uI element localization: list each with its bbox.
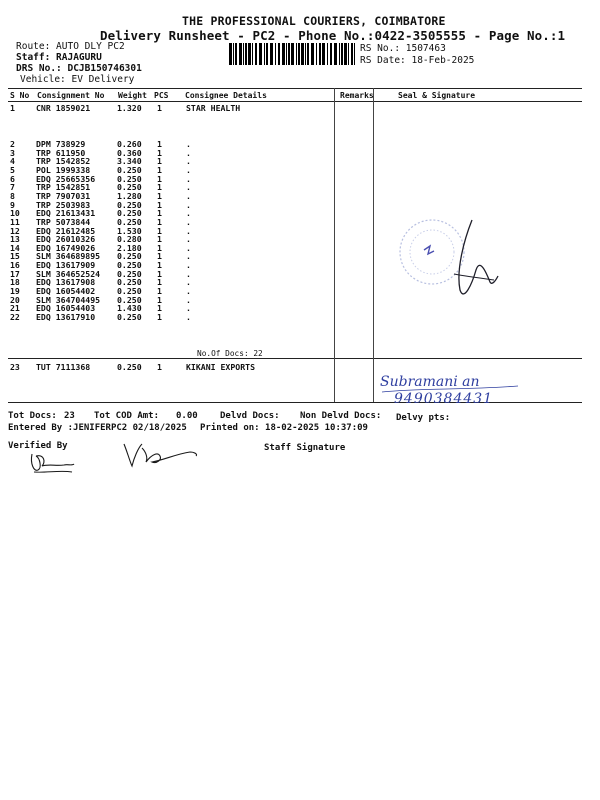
- delivery-stamp: [394, 210, 504, 320]
- barcode-bar: [243, 43, 244, 65]
- barcode-bar: [330, 43, 332, 65]
- consignment-cell: TRP 1542851: [36, 182, 91, 193]
- barcode-bar: [259, 43, 262, 65]
- consignment-cell: SLM 364689895: [36, 251, 101, 262]
- consignee-cell: .: [186, 147, 191, 158]
- pcs-cell: 1: [157, 312, 162, 322]
- pcs-cell: 1: [157, 208, 162, 219]
- rs-date: RS Date: 18-Feb-2025: [360, 55, 475, 66]
- barcode-bar: [248, 43, 251, 65]
- barcode-bar: [341, 43, 343, 65]
- consignee-cell: .: [186, 225, 191, 236]
- staff-label: Staff: RAJAGURU: [16, 52, 102, 63]
- sno-cell: 15: [10, 251, 20, 262]
- barcode: [229, 43, 355, 65]
- barcode-bar: [316, 43, 317, 65]
- consignment-cell: TRP 611950: [36, 147, 86, 158]
- barcode-bar: [348, 43, 349, 65]
- consignee-cell: .: [186, 303, 191, 314]
- consignee-cell: .: [186, 234, 191, 245]
- sno-cell: 1: [10, 103, 15, 113]
- barcode-bar: [344, 43, 347, 65]
- consignment-cell: TUT 7111368: [36, 362, 91, 372]
- table-row: [10, 260, 340, 269]
- consignment-cell: EDQ 16054402: [36, 286, 96, 297]
- consignment-cell: EDQ 13617908: [36, 277, 96, 288]
- entered-by: Entered By :JENIFERPC2 02/18/2025: [8, 423, 187, 433]
- table-header-rule: [8, 101, 582, 102]
- table-row: [10, 251, 340, 260]
- sno-cell: 14: [10, 242, 20, 253]
- weight-cell: 0.250: [117, 182, 142, 193]
- staff-signature-label: Staff Signature: [264, 443, 346, 453]
- pcs-cell: 1: [157, 164, 162, 175]
- sno-cell: 22: [10, 312, 20, 322]
- pcs-cell: 1: [157, 260, 162, 271]
- table-row: [10, 174, 340, 183]
- weight-cell: 0.250: [117, 277, 142, 288]
- pcs-cell: 1: [157, 182, 162, 193]
- consignment-cell: DPM 738929: [36, 139, 86, 149]
- barcode-bar: [298, 43, 300, 65]
- barcode-bar: [288, 43, 290, 65]
- consignee-cell: .: [186, 242, 191, 253]
- pcs-cell: 1: [157, 303, 162, 314]
- consignee-cell: .: [186, 139, 191, 149]
- sno-cell: 21: [10, 303, 20, 314]
- weight-cell: 0.250: [117, 312, 142, 322]
- weight-cell: 1.320: [117, 103, 142, 113]
- weight-cell: 1.430: [117, 303, 142, 314]
- pcs-cell: 1: [157, 216, 162, 227]
- barcode-bar: [282, 43, 285, 65]
- barcode-bar: [264, 43, 265, 65]
- weight-cell: 0.250: [117, 199, 142, 210]
- consignee-cell: .: [186, 251, 191, 262]
- barcode-bar: [270, 43, 273, 65]
- table-row: [10, 208, 340, 217]
- consignment-cell: EDQ 13617909: [36, 260, 96, 271]
- barcode-bar: [322, 43, 325, 65]
- pcs-cell: 1: [157, 294, 162, 305]
- weight-cell: 0.250: [117, 216, 142, 227]
- consignee-cell: .: [186, 286, 191, 297]
- weight-cell: 0.360: [117, 147, 142, 158]
- consignee-cell: .: [186, 260, 191, 271]
- pcs-cell: 1: [157, 173, 162, 184]
- no-of-docs: No.Of Docs: 22: [197, 349, 263, 358]
- table-row: [10, 234, 340, 243]
- sno-cell: 13: [10, 234, 20, 245]
- drs-number: DRS No.: DCJB150746301: [16, 63, 142, 74]
- pcs-cell: 1: [157, 190, 162, 201]
- col-sno: S No: [10, 91, 30, 100]
- consignment-cell: EDQ 21612485: [36, 225, 96, 236]
- consignment-cell: TRP 7907031: [36, 190, 91, 201]
- pcs-cell: 1: [157, 234, 162, 245]
- barcode-bar: [327, 43, 328, 65]
- table-row: [10, 226, 340, 235]
- sno-cell: 19: [10, 286, 20, 297]
- barcode-bar: [275, 43, 276, 65]
- handwritten-phone: 9490384431: [394, 391, 494, 407]
- barcode-bar: [239, 43, 242, 65]
- sno-cell: 4: [10, 156, 15, 167]
- consignee-cell: .: [186, 312, 191, 322]
- staff-signature: [120, 440, 200, 470]
- pcs-cell: 1: [157, 139, 162, 149]
- barcode-bar: [307, 43, 309, 65]
- consignment-cell: EDQ 13617910: [36, 312, 96, 322]
- sno-cell: 7: [10, 182, 15, 193]
- weight-cell: 3.340: [117, 156, 142, 167]
- tot-docs-value: 23: [64, 411, 75, 421]
- weight-cell: 2.180: [117, 242, 142, 253]
- tot-cod-value: 0.00: [176, 411, 198, 421]
- sno-cell: 17: [10, 268, 20, 279]
- runsheet-subtitle: Delivery Runsheet - PC2 - Phone No.:0422-3505555 - Page No.:1: [100, 28, 566, 43]
- consignee-cell: .: [186, 190, 191, 201]
- table-row: [10, 303, 340, 312]
- sno-cell: 20: [10, 294, 20, 305]
- consignee-cell: .: [186, 216, 191, 227]
- consignee-cell: .: [186, 173, 191, 184]
- consignment-cell: POL 1999338: [36, 164, 91, 175]
- consignee-cell: .: [186, 208, 191, 219]
- sno-cell: 18: [10, 277, 20, 288]
- weight-cell: 0.250: [117, 164, 142, 175]
- barcode-bar: [286, 43, 287, 65]
- barcode-bar: [305, 43, 306, 65]
- tot-docs-label: Tot Docs:: [8, 411, 57, 421]
- pcs-cell: 1: [157, 156, 162, 167]
- col-pcs: PCS: [154, 91, 169, 100]
- consignee-cell: .: [186, 294, 191, 305]
- pcs-cell: 1: [157, 199, 162, 210]
- table-row: [10, 286, 340, 295]
- consignment-cell: TRP 5073844: [36, 216, 91, 227]
- table-top-rule: [8, 88, 582, 89]
- weight-cell: 0.250: [117, 251, 142, 262]
- sno-cell: 8: [10, 190, 15, 201]
- table-row: [10, 148, 340, 157]
- delvy-pts-label: Delvy pts:: [396, 413, 451, 423]
- route-label: Route: AUTO DLY PC2: [16, 41, 125, 52]
- vehicle-label: Vehicle: EV Delivery: [20, 74, 135, 85]
- consignment-cell: TRP 1542852: [36, 156, 91, 167]
- table-row: [10, 191, 340, 200]
- weight-cell: 0.250: [117, 294, 142, 305]
- pcs-cell: 1: [157, 362, 162, 372]
- weight-cell: 0.250: [117, 208, 142, 219]
- weight-cell: 0.250: [117, 268, 142, 279]
- table-row: [10, 182, 340, 191]
- sno-cell: 12: [10, 225, 20, 236]
- consignment-cell: SLM 364704495: [36, 294, 101, 305]
- barcode-bar: [296, 43, 297, 65]
- table-row: [10, 243, 340, 252]
- consignment-cell: TRP 2503983: [36, 199, 91, 210]
- seal-divider: [373, 88, 374, 402]
- consignee-cell: .: [186, 164, 191, 175]
- pcs-cell: 1: [157, 286, 162, 297]
- sno-cell: 5: [10, 164, 15, 175]
- table-row: [10, 277, 340, 286]
- barcode-bar: [229, 43, 232, 65]
- pcs-cell: 1: [157, 225, 162, 236]
- non-delvd-docs-label: Non Delvd Docs:: [300, 411, 382, 421]
- consignment-cell: EDQ 26010326: [36, 234, 96, 245]
- table-row: [10, 139, 340, 148]
- barcode-bar: [252, 43, 253, 65]
- col-remarks: Remarks: [340, 91, 374, 100]
- consignee-cell: STAR HEALTH: [186, 103, 241, 113]
- weight-cell: 1.530: [117, 225, 142, 236]
- table-row: [10, 103, 340, 112]
- pcs-cell: 1: [157, 268, 162, 279]
- barcode-bar: [245, 43, 247, 65]
- group-bottom-rule: [8, 358, 582, 359]
- sno-cell: 10: [10, 208, 20, 219]
- table-row: [10, 156, 340, 165]
- col-consignment: Consignment No: [37, 91, 105, 100]
- weight-cell: 0.250: [117, 362, 142, 372]
- barcode-bar: [319, 43, 321, 65]
- printed-on: Printed on: 18-02-2025 10:37:09: [200, 423, 368, 433]
- barcode-bar: [278, 43, 280, 65]
- handwritten-receiver: [378, 374, 528, 412]
- table-row: [10, 217, 340, 226]
- table-row: [10, 200, 340, 209]
- table-row: [10, 165, 340, 174]
- table-row: [10, 295, 340, 304]
- delvd-docs-label: Delvd Docs:: [220, 411, 280, 421]
- pcs-cell: 1: [157, 277, 162, 288]
- pcs-cell: 1: [157, 242, 162, 253]
- sno-cell: 2: [10, 139, 15, 149]
- weight-cell: 1.280: [117, 190, 142, 201]
- barcode-bar: [354, 43, 355, 65]
- handwritten-name: Subramani an: [380, 374, 480, 390]
- sno-cell: 9: [10, 199, 15, 210]
- consignee-cell: .: [186, 268, 191, 279]
- sno-cell: 16: [10, 260, 20, 271]
- sno-cell: 3: [10, 147, 15, 158]
- table-row: [10, 362, 340, 371]
- barcode-bar: [311, 43, 314, 65]
- table-row: [10, 312, 340, 321]
- weight-cell: 0.280: [117, 234, 142, 245]
- consignee-cell: .: [186, 277, 191, 288]
- verified-by-label: Verified By: [8, 441, 68, 451]
- barcode-bar: [266, 43, 268, 65]
- consignment-cell: CNR 1859021: [36, 103, 91, 113]
- consignment-cell: EDQ 16054403: [36, 303, 96, 314]
- barcode-bar: [301, 43, 304, 65]
- pcs-cell: 1: [157, 103, 162, 113]
- barcode-bar: [255, 43, 257, 65]
- sno-cell: 23: [10, 362, 20, 372]
- barcode-bar: [351, 43, 353, 65]
- consignment-cell: EDQ 16749026: [36, 242, 96, 253]
- company-title: THE PROFESSIONAL COURIERS, COIMBATORE: [182, 14, 446, 28]
- barcode-bar: [233, 43, 234, 65]
- rs-number: RS No.: 1507463: [360, 43, 446, 54]
- barcode-bar: [339, 43, 340, 65]
- barcode-bar: [334, 43, 337, 65]
- col-seal-signature: Seal & Signature: [398, 91, 476, 100]
- verifier-signature: [28, 448, 76, 476]
- table-row: [10, 269, 340, 278]
- barcode-bar: [291, 43, 294, 65]
- tot-cod-label: Tot COD Amt:: [94, 411, 160, 421]
- weight-cell: 0.260: [117, 139, 142, 149]
- barcode-bar: [235, 43, 237, 65]
- pcs-cell: 1: [157, 251, 162, 262]
- weight-cell: 0.250: [117, 260, 142, 271]
- sno-cell: 6: [10, 173, 15, 184]
- col-weight: Weight: [118, 91, 147, 100]
- consignment-cell: EDQ 21613431: [36, 208, 96, 219]
- col-consignee: Consignee Details: [185, 91, 267, 100]
- consignment-cell: SLM 364652524: [36, 268, 101, 279]
- pcs-cell: 1: [157, 147, 162, 158]
- consignee-cell: .: [186, 156, 191, 167]
- weight-cell: 0.250: [117, 286, 142, 297]
- consignment-cell: EDQ 25665356: [36, 173, 96, 184]
- consignee-cell: .: [186, 182, 191, 193]
- weight-cell: 0.250: [117, 173, 142, 184]
- sno-cell: 11: [10, 216, 20, 227]
- consignee-cell: KIKANI EXPORTS: [186, 362, 256, 372]
- consignee-cell: .: [186, 199, 191, 210]
